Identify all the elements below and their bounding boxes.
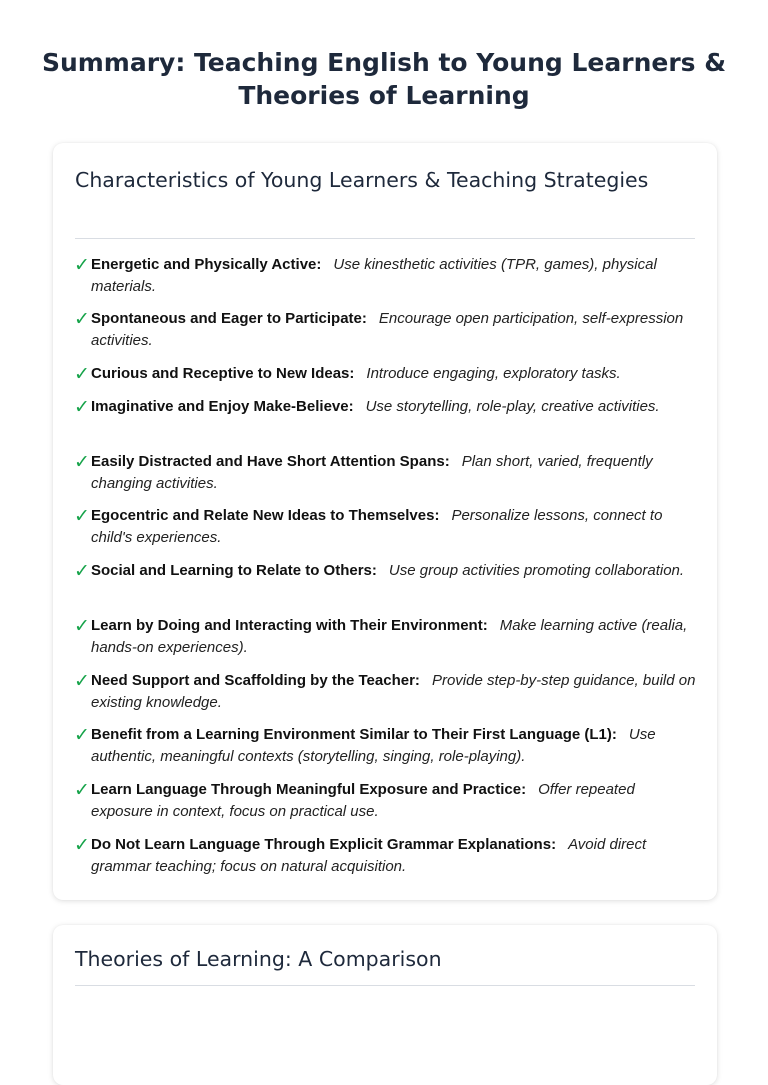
item-description: Introduce engaging, exploratory tasks. bbox=[366, 365, 621, 382]
check-icon: ✓ bbox=[74, 451, 90, 473]
item-description: Use kinesthetic activities (TPR, games), physical materials. bbox=[91, 256, 657, 295]
list-item bbox=[74, 724, 696, 768]
item-label: Easily Distracted and Have Short Attention Spans: bbox=[91, 453, 450, 470]
item-description: Provide step-by-step guidance, build on existing knowledge. bbox=[91, 672, 696, 711]
list-item bbox=[74, 451, 696, 495]
list-item bbox=[74, 615, 696, 659]
item-description: Make learning active (realia, hands-on experiences). bbox=[91, 617, 688, 656]
section-title: Theories of Learning: A Comparison bbox=[75, 947, 442, 971]
section-title: Characteristics of Young Learners & Teaching Strategies bbox=[75, 168, 649, 192]
item-description: Avoid direct grammar teaching; focus on natural acquisition. bbox=[91, 836, 647, 875]
list-item bbox=[74, 560, 696, 582]
item-label: Spontaneous and Eager to Participate: bbox=[91, 310, 367, 327]
check-icon: ✓ bbox=[74, 254, 90, 276]
check-icon: ✓ bbox=[74, 308, 90, 330]
list-item bbox=[74, 834, 696, 878]
check-icon: ✓ bbox=[74, 363, 90, 385]
item-label: Curious and Receptive to New Ideas: bbox=[91, 365, 355, 382]
check-icon: ✓ bbox=[74, 396, 90, 418]
list-item bbox=[74, 396, 696, 418]
check-icon: ✓ bbox=[74, 615, 90, 637]
item-description: Personalize lessons, connect to child's experiences. bbox=[91, 507, 663, 546]
item-description: Use authentic, meaningful contexts (storytelling, singing, role-playing). bbox=[91, 726, 656, 765]
item-label: Need Support and Scaffolding by the Teacher: bbox=[91, 672, 420, 689]
section-divider bbox=[75, 985, 695, 986]
list-item bbox=[74, 308, 696, 352]
item-label: Egocentric and Relate New Ideas to Themselves: bbox=[91, 507, 440, 524]
list-item bbox=[74, 779, 696, 823]
check-icon: ✓ bbox=[74, 724, 90, 746]
item-description: Use group activities promoting collaboration. bbox=[388, 562, 685, 579]
check-icon: ✓ bbox=[74, 834, 90, 856]
item-description: Encourage open participation, self-expression activities. bbox=[91, 310, 684, 349]
check-icon: ✓ bbox=[74, 560, 90, 582]
page-title: Summary: Teaching English to Young Learners & Theories of Learning bbox=[41, 48, 727, 110]
item-description: Plan short, varied, frequently changing activities. bbox=[91, 453, 653, 492]
item-label: Social and Learning to Relate to Others: bbox=[91, 562, 377, 579]
item-label: Learn by Doing and Interacting with Their Environment: bbox=[91, 617, 488, 634]
item-label: Do Not Learn Language Through Explicit Grammar Explanations: bbox=[91, 836, 557, 853]
check-icon: ✓ bbox=[74, 670, 90, 692]
check-icon: ✓ bbox=[74, 779, 90, 801]
young-learners-card bbox=[53, 143, 717, 900]
item-description: Offer repeated exposure in context, focus on practical use. bbox=[91, 781, 635, 820]
item-description: Use storytelling, role-play, creative activities. bbox=[365, 398, 660, 415]
list-item bbox=[74, 505, 696, 549]
list-item bbox=[74, 670, 696, 714]
theories-card bbox=[53, 925, 717, 1085]
item-label: Learn Language Through Meaningful Exposure and Practice: bbox=[91, 781, 527, 798]
item-label: Imaginative and Enjoy Make-Believe: bbox=[91, 398, 354, 415]
list-item bbox=[74, 254, 696, 298]
item-label: Energetic and Physically Active: bbox=[91, 256, 322, 273]
section-divider bbox=[75, 238, 695, 239]
list-item bbox=[74, 363, 696, 385]
item-label: Benefit from a Learning Environment Similar to Their First Language (L1): bbox=[91, 726, 617, 743]
check-icon: ✓ bbox=[74, 505, 90, 527]
